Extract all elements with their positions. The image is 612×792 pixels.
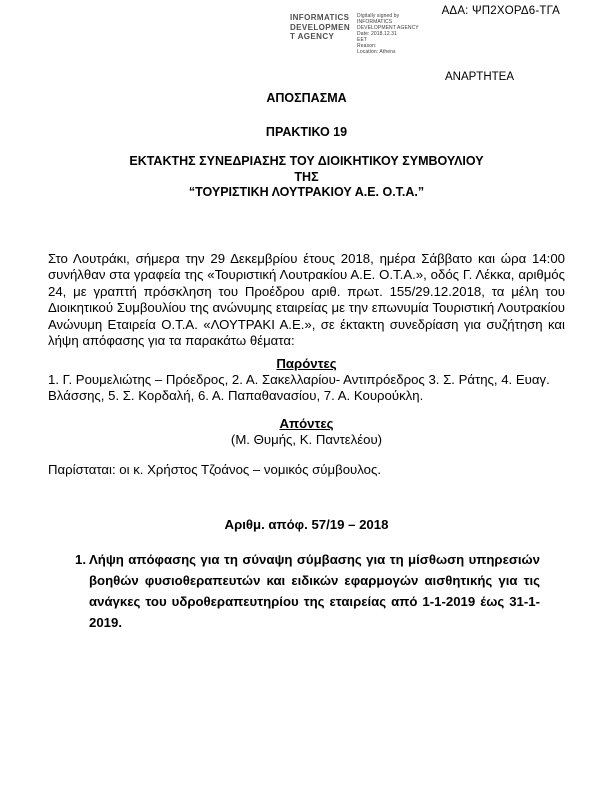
present-members-list: 1. Γ. Ρουμελιώτης – Πρόεδρος, 2. Α. Σακελλαρίου- Αντιπρόεδρος 3. Σ. Ράτης, 4. Ευαγ. Βλάσσης, 5. Σ. Κορδαλή, 6. Α. Παπαθανασίου, 7. Α. Κουρούκλη. [48, 372, 550, 403]
agenda-item-number: 1. [75, 551, 86, 567]
extract-title: ΑΠΟΣΠΑΣΜΑ [266, 91, 347, 105]
minutes-number-title: ΠΡΑΚΤΙΚΟ 19 [265, 125, 348, 139]
stamp-detail-line: Location: Athens [357, 49, 396, 55]
stamp-signature-details [357, 13, 419, 55]
stamp-detail-line: Digitally signed by [357, 13, 400, 19]
absent-members-list: (Μ. Θυμής, Κ. Παντελέου) [230, 432, 383, 448]
digital-signature-stamp [290, 13, 419, 55]
agenda-item [0, 549, 612, 633]
absent-heading: Απόντες [279, 416, 334, 432]
present-heading: Παρόντες [276, 356, 337, 372]
stamp-agency-name [290, 13, 350, 42]
attending-line: Παρίσταται: οι κ. Χρήστος Τζοάνος – νομικός σύμβουλος. [48, 461, 381, 477]
meeting-heading-line-1: ΕΚΤΑΚΤΗΣ ΣΥΝΕΔΡΙΑΣΗΣ ΤΟΥ ΔΙΟΙΚΗΤΙΚΟΥ ΣΥΜΒΟΥΛΙΟΥ [129, 154, 484, 168]
page-header [0, 0, 612, 90]
stamp-agency-line: T AGENCY [290, 32, 335, 41]
meeting-heading-line-3: “ΤΟΥΡΙΣΤΙΚΗ ΛΟΥΤΡΑΚΙΟΥ Α.Ε. Ο.Τ.Α.” [188, 185, 425, 199]
stamp-detail-line: INFORMATICS [357, 19, 393, 25]
stamp-agency-line: INFORMATICS [290, 13, 350, 22]
anartitea-label: ΑΝΑΡΤΗΤΕΑ [444, 71, 514, 83]
ada-code: ΑΔΑ: ΨΠ2ΧΟΡΔ6-ΤΓΑ [441, 5, 560, 17]
meeting-heading [0, 154, 612, 201]
stamp-agency-line: DEVELOPMEN [290, 22, 351, 32]
stamp-detail-line: DEVELOPMENT AGENCY [357, 25, 419, 31]
intro-paragraph: Στο Λουτράκι, σήμερα την 29 Δεκεμβρίου έτους 2018, ημέρα Σάββατο και ώρα 14:00 συνήλθαν στα γραφεία της «Τουριστική Λουτρακίου Α.Ε. Ο.Τ.Α.», οδός Γ. Λέκκα, αριθμός 24, με γραπτή πρόσκληση του Προέδρου αριθ. πρωτ. 155/29.12.2018, τα μέλη του Διοικητικού Συμβουλίου της ανώνυμης εταιρείας με την επωνυμία Τουριστική Λουτρακίου Ανώνυμη Εταιρεία Ο.Τ.Α. «ΛΟΥΤΡΑΚΙ Α.Ε.», σε έκτακτη συνεδρίαση για συζήτηση και λήψη απόφασης για τα παρακάτω θέματα: [48, 250, 565, 349]
stamp-detail-line: Reason: [357, 43, 377, 49]
stamp-detail-line: EET [357, 37, 368, 43]
decision-number-heading: Αριθμ. απόφ. 57/19 – 2018 [224, 516, 389, 532]
agenda-item-text: Λήψη απόφασης για τη σύναψη σύμβασης για τη μίσθωση υπηρεσιών βοηθών φυσιοθεραπευτών και ειδικών εφαρμογών αισθητικής για τις ανάγκες του υδροθεραπευτηρίου της εταιρείας από 1-1-2019 έως 31-1-2019. [89, 551, 540, 630]
meeting-heading-line-2: ΤΗΣ [294, 169, 319, 184]
stamp-detail-line: Date: 2018.12.31 [357, 31, 397, 37]
